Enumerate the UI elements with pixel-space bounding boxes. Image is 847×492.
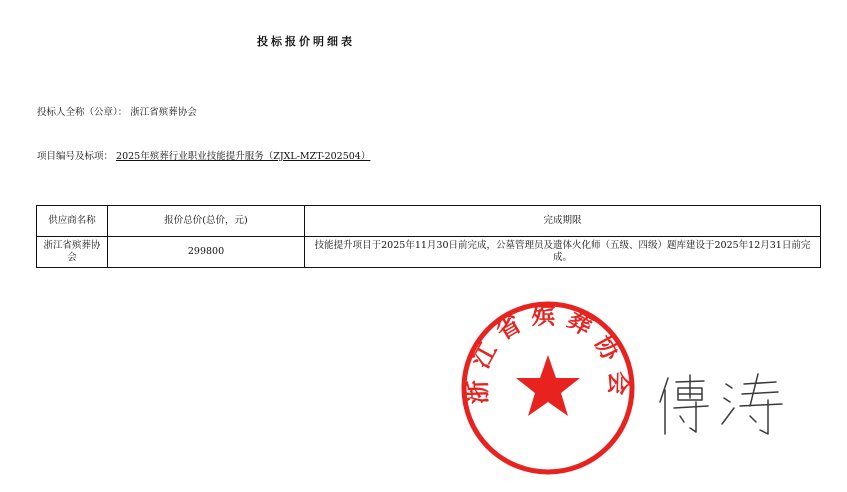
bidder-label: 投标人全称（公章）： xyxy=(37,107,128,118)
header-price: 报价总价(总价，元) xyxy=(108,206,305,237)
document-title: 投标报价明细表 xyxy=(257,35,355,48)
header-supplier: 供应商名称 xyxy=(37,206,108,237)
bidder-name: 浙江省殡葬协会 xyxy=(130,107,197,118)
header-deadline: 完成期限 xyxy=(305,206,821,237)
project-line xyxy=(37,148,370,162)
cell-deadline: 技能提升项目于2025年11月30日前完成，公墓管理员及遗体火化师（五级、四级）题库建设于2025年12月31日前完成。 xyxy=(305,237,821,268)
quote-table xyxy=(36,205,821,268)
table-row xyxy=(37,237,821,268)
project-label: 项目编号及标项： xyxy=(37,151,114,162)
handwritten-signature xyxy=(652,372,792,442)
seal-text: 浙江省殡葬协会 xyxy=(462,300,634,405)
project-name: 2025年殡葬行业职业技能提升服务（ZJXL-MZT-202504） xyxy=(116,151,371,162)
star-icon xyxy=(516,355,580,416)
official-seal xyxy=(458,298,638,478)
cell-price: 299800 xyxy=(108,237,305,268)
table-header-row xyxy=(37,206,821,237)
bidder-line xyxy=(37,104,197,118)
cell-supplier: 浙江省殡葬协会 xyxy=(37,237,108,268)
